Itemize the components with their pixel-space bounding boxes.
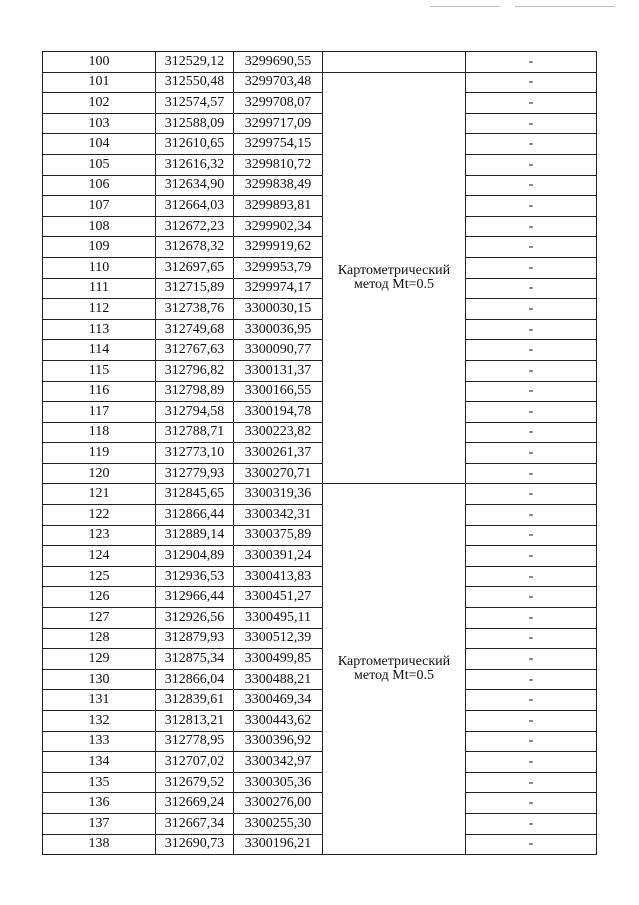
x-coordinate-cell: 312697,65 [156,257,234,278]
table-row [43,711,597,732]
accuracy-cell: - [466,463,597,484]
accuracy-cell: - [466,587,597,608]
point-number-cell: 124 [43,546,156,567]
accuracy-cell: - [466,566,597,587]
y-coordinate-cell: 3300342,97 [234,752,323,773]
table-row [43,608,597,629]
table-row [43,278,597,299]
y-coordinate-cell: 3299838,49 [234,175,323,196]
accuracy-cell: - [466,237,597,258]
table-row [43,731,597,752]
accuracy-cell: - [466,813,597,834]
accuracy-cell: - [466,546,597,567]
x-coordinate-cell: 312667,34 [156,813,234,834]
point-number-cell: 123 [43,525,156,546]
point-number-cell: 102 [43,93,156,114]
table-row [43,649,597,670]
y-coordinate-cell: 3300512,39 [234,628,323,649]
y-coordinate-cell: 3299690,55 [234,52,323,73]
accuracy-cell: - [466,505,597,526]
y-coordinate-cell: 3299754,15 [234,134,323,155]
x-coordinate-cell: 312588,09 [156,113,234,134]
y-coordinate-cell: 3300261,37 [234,443,323,464]
accuracy-cell: - [466,52,597,73]
point-number-cell: 107 [43,196,156,217]
table-row [43,752,597,773]
accuracy-cell: - [466,278,597,299]
y-coordinate-cell: 3300030,15 [234,299,323,320]
point-number-cell: 117 [43,402,156,423]
point-number-cell: 130 [43,669,156,690]
y-coordinate-cell: 3300499,85 [234,649,323,670]
table-row [43,319,597,340]
point-number-cell: 131 [43,690,156,711]
table-row [43,381,597,402]
point-number-cell: 129 [43,649,156,670]
method-label: Картометрический метод Mt=0.5 [337,654,451,684]
y-coordinate-cell: 3300270,71 [234,463,323,484]
table-row [43,690,597,711]
point-number-cell: 136 [43,793,156,814]
method-cell [323,484,466,855]
y-coordinate-cell: 3300036,95 [234,319,323,340]
x-coordinate-cell: 312794,58 [156,402,234,423]
y-coordinate-cell: 3299974,17 [234,278,323,299]
table-row [43,93,597,114]
accuracy-cell: - [466,772,597,793]
x-coordinate-cell: 312866,04 [156,669,234,690]
point-number-cell: 135 [43,772,156,793]
coordinates-table-body [43,52,597,855]
coordinates-table [42,51,597,855]
x-coordinate-cell: 312798,89 [156,381,234,402]
accuracy-cell: - [466,340,597,361]
y-coordinate-cell: 3300396,92 [234,731,323,752]
accuracy-cell: - [466,711,597,732]
x-coordinate-cell: 312788,71 [156,422,234,443]
point-number-cell: 115 [43,360,156,381]
table-row [43,175,597,196]
table-row [43,113,597,134]
x-coordinate-cell: 312866,44 [156,505,234,526]
point-number-cell: 134 [43,752,156,773]
y-coordinate-cell: 3299893,81 [234,196,323,217]
point-number-cell: 103 [43,113,156,134]
table-row [43,628,597,649]
x-coordinate-cell: 312550,48 [156,72,234,93]
y-coordinate-cell: 3300319,36 [234,484,323,505]
point-number-cell: 111 [43,278,156,299]
accuracy-cell: - [466,154,597,175]
table-row [43,566,597,587]
point-number-cell: 126 [43,587,156,608]
accuracy-cell: - [466,669,597,690]
y-coordinate-cell: 3300342,31 [234,505,323,526]
point-number-cell: 112 [43,299,156,320]
x-coordinate-cell: 312879,93 [156,628,234,649]
point-number-cell: 101 [43,72,156,93]
table-row [43,402,597,423]
x-coordinate-cell: 312738,76 [156,299,234,320]
table-row [43,360,597,381]
y-coordinate-cell: 3300131,37 [234,360,323,381]
point-number-cell: 122 [43,505,156,526]
x-coordinate-cell: 312936,53 [156,566,234,587]
y-coordinate-cell: 3300255,30 [234,813,323,834]
table-row [43,443,597,464]
point-number-cell: 116 [43,381,156,402]
table-row [43,134,597,155]
x-coordinate-cell: 312715,89 [156,278,234,299]
accuracy-cell: - [466,793,597,814]
accuracy-cell: - [466,134,597,155]
table-row [43,340,597,361]
point-number-cell: 113 [43,319,156,340]
accuracy-cell: - [466,422,597,443]
point-number-cell: 110 [43,257,156,278]
y-coordinate-cell: 3300194,78 [234,402,323,423]
point-number-cell: 138 [43,834,156,855]
scan-artifact [515,6,615,7]
x-coordinate-cell: 312875,34 [156,649,234,670]
y-coordinate-cell: 3299717,09 [234,113,323,134]
table-row [43,72,597,93]
x-coordinate-cell: 312616,32 [156,154,234,175]
y-coordinate-cell: 3300375,89 [234,525,323,546]
point-number-cell: 132 [43,711,156,732]
y-coordinate-cell: 3300488,21 [234,669,323,690]
accuracy-cell: - [466,319,597,340]
y-coordinate-cell: 3300391,24 [234,546,323,567]
point-number-cell: 114 [43,340,156,361]
accuracy-cell: - [466,690,597,711]
y-coordinate-cell: 3300451,27 [234,587,323,608]
point-number-cell: 108 [43,216,156,237]
method-label: Картометрический метод Mt=0.5 [337,263,451,293]
method-cell [323,72,466,484]
accuracy-cell: - [466,649,597,670]
accuracy-cell: - [466,216,597,237]
accuracy-cell: - [466,175,597,196]
x-coordinate-cell: 312813,21 [156,711,234,732]
x-coordinate-cell: 312690,73 [156,834,234,855]
x-coordinate-cell: 312707,02 [156,752,234,773]
method-cell [323,52,466,73]
y-coordinate-cell: 3300495,11 [234,608,323,629]
y-coordinate-cell: 3300223,82 [234,422,323,443]
x-coordinate-cell: 312634,90 [156,175,234,196]
scan-artifact [430,6,500,7]
point-number-cell: 133 [43,731,156,752]
accuracy-cell: - [466,402,597,423]
table-row [43,793,597,814]
table-row [43,216,597,237]
point-number-cell: 121 [43,484,156,505]
table-row [43,422,597,443]
x-coordinate-cell: 312679,52 [156,772,234,793]
accuracy-cell: - [466,443,597,464]
accuracy-cell: - [466,484,597,505]
x-coordinate-cell: 312610,65 [156,134,234,155]
table-row [43,52,597,73]
accuracy-cell: - [466,360,597,381]
table-row [43,834,597,855]
table-row [43,587,597,608]
x-coordinate-cell: 312664,03 [156,196,234,217]
table-row [43,813,597,834]
point-number-cell: 105 [43,154,156,175]
x-coordinate-cell: 312574,57 [156,93,234,114]
table-row [43,154,597,175]
point-number-cell: 100 [43,52,156,73]
y-coordinate-cell: 3300166,55 [234,381,323,402]
x-coordinate-cell: 312839,61 [156,690,234,711]
x-coordinate-cell: 312767,63 [156,340,234,361]
table-row [43,257,597,278]
y-coordinate-cell: 3300305,36 [234,772,323,793]
x-coordinate-cell: 312749,68 [156,319,234,340]
y-coordinate-cell: 3300413,83 [234,566,323,587]
y-coordinate-cell: 3299953,79 [234,257,323,278]
x-coordinate-cell: 312845,65 [156,484,234,505]
table-row [43,196,597,217]
point-number-cell: 125 [43,566,156,587]
x-coordinate-cell: 312773,10 [156,443,234,464]
y-coordinate-cell: 3300090,77 [234,340,323,361]
y-coordinate-cell: 3300276,00 [234,793,323,814]
accuracy-cell: - [466,72,597,93]
table-row [43,525,597,546]
x-coordinate-cell: 312778,95 [156,731,234,752]
point-number-cell: 120 [43,463,156,484]
accuracy-cell: - [466,731,597,752]
x-coordinate-cell: 312529,12 [156,52,234,73]
accuracy-cell: - [466,525,597,546]
point-number-cell: 137 [43,813,156,834]
point-number-cell: 109 [43,237,156,258]
y-coordinate-cell: 3299703,48 [234,72,323,93]
accuracy-cell: - [466,752,597,773]
x-coordinate-cell: 312669,24 [156,793,234,814]
y-coordinate-cell: 3299810,72 [234,154,323,175]
y-coordinate-cell: 3300443,62 [234,711,323,732]
point-number-cell: 128 [43,628,156,649]
accuracy-cell: - [466,628,597,649]
x-coordinate-cell: 312678,32 [156,237,234,258]
point-number-cell: 119 [43,443,156,464]
x-coordinate-cell: 312796,82 [156,360,234,381]
point-number-cell: 127 [43,608,156,629]
accuracy-cell: - [466,113,597,134]
table-row [43,505,597,526]
y-coordinate-cell: 3300469,34 [234,690,323,711]
y-coordinate-cell: 3299708,07 [234,93,323,114]
table-row [43,484,597,505]
table-row [43,463,597,484]
accuracy-cell: - [466,257,597,278]
accuracy-cell: - [466,93,597,114]
point-number-cell: 106 [43,175,156,196]
table-row [43,772,597,793]
x-coordinate-cell: 312779,93 [156,463,234,484]
table-row [43,546,597,567]
x-coordinate-cell: 312672,23 [156,216,234,237]
accuracy-cell: - [466,381,597,402]
y-coordinate-cell: 3299902,34 [234,216,323,237]
x-coordinate-cell: 312966,44 [156,587,234,608]
point-number-cell: 118 [43,422,156,443]
table-row [43,299,597,320]
x-coordinate-cell: 312926,56 [156,608,234,629]
x-coordinate-cell: 312889,14 [156,525,234,546]
accuracy-cell: - [466,608,597,629]
table-row [43,669,597,690]
y-coordinate-cell: 3299919,62 [234,237,323,258]
x-coordinate-cell: 312904,89 [156,546,234,567]
accuracy-cell: - [466,834,597,855]
accuracy-cell: - [466,196,597,217]
y-coordinate-cell: 3300196,21 [234,834,323,855]
table-row [43,237,597,258]
accuracy-cell: - [466,299,597,320]
point-number-cell: 104 [43,134,156,155]
